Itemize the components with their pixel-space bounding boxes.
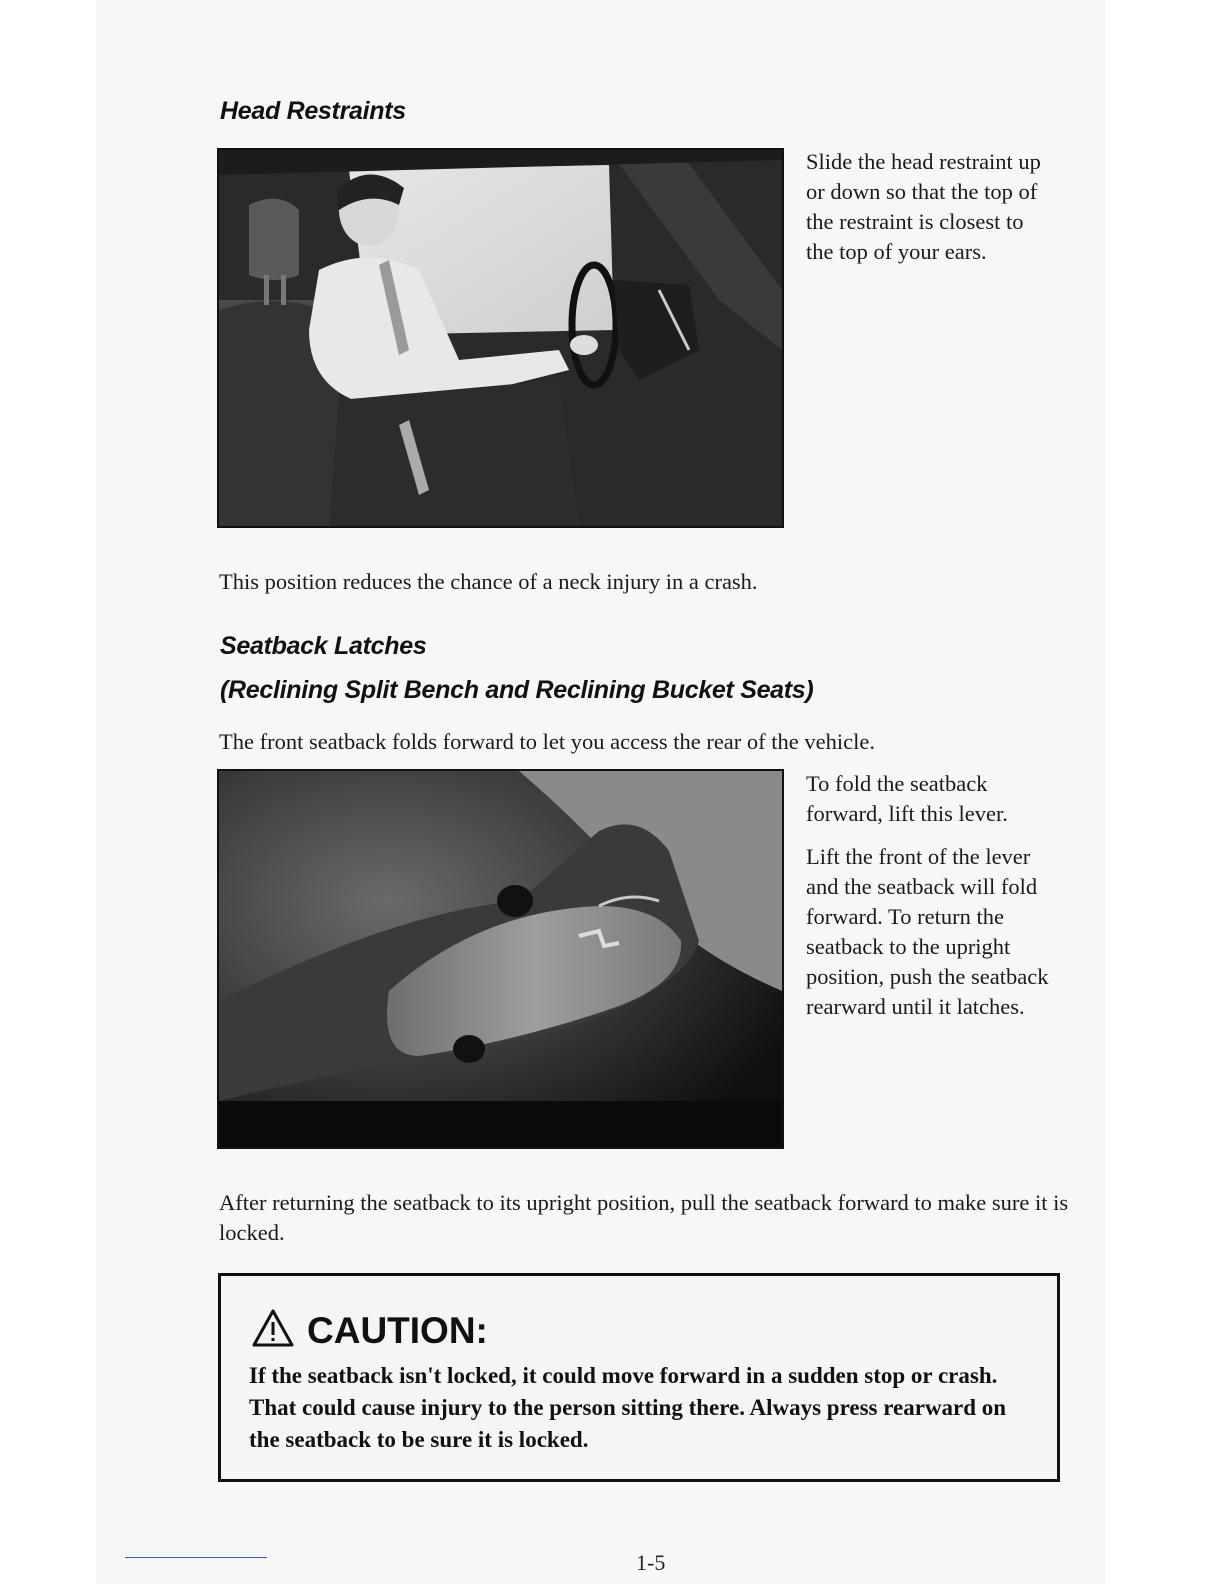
- caution-label: CAUTION:: [307, 1309, 488, 1351]
- warning-triangle-icon: [251, 1308, 295, 1353]
- seatback-intro: The front seatback folds forward to let you access the rear of the vehicle.: [219, 729, 875, 754]
- footer-rule: [125, 1557, 267, 1558]
- locked-check-note: After returning the seatback to its upright position, pull the seatback forward to make sure it is locked.: [219, 1190, 1069, 1245]
- head-restraints-heading: Head Restraints: [220, 97, 406, 125]
- caution-box: [218, 1273, 1060, 1482]
- neck-injury-note: This position reduces the chance of a neck injury in a crash.: [219, 569, 758, 594]
- caution-message: If the seatback isn't locked, it could move forward in a sudden stop or crash. That could cause injury to the person sitting there. Always press rearward on the seatback to be sure it is locked.: [249, 1363, 1007, 1452]
- seatback-latches-heading: Seatback Latches: [220, 632, 427, 660]
- fold-seatback-instruction: To fold the seatback forward, lift this lever.: [806, 771, 1008, 826]
- lever-operation-instruction: Lift the front of the lever and the seatback will fold forward. To return the seatback to the upright position, push the seatback rearward until it latches.: [806, 844, 1049, 1019]
- head-restraint-instruction: Slide the head restraint up or down so that the top of the restraint is closest to the top of your ears.: [806, 149, 1041, 264]
- page-number: 1-5: [636, 1550, 666, 1575]
- head-restraint-photo: [217, 148, 784, 528]
- seatback-lever-photo: [217, 769, 784, 1149]
- seatback-latches-subheading: (Reclining Split Bench and Reclining Bucket Seats): [220, 676, 814, 704]
- caution-header: [251, 1308, 488, 1353]
